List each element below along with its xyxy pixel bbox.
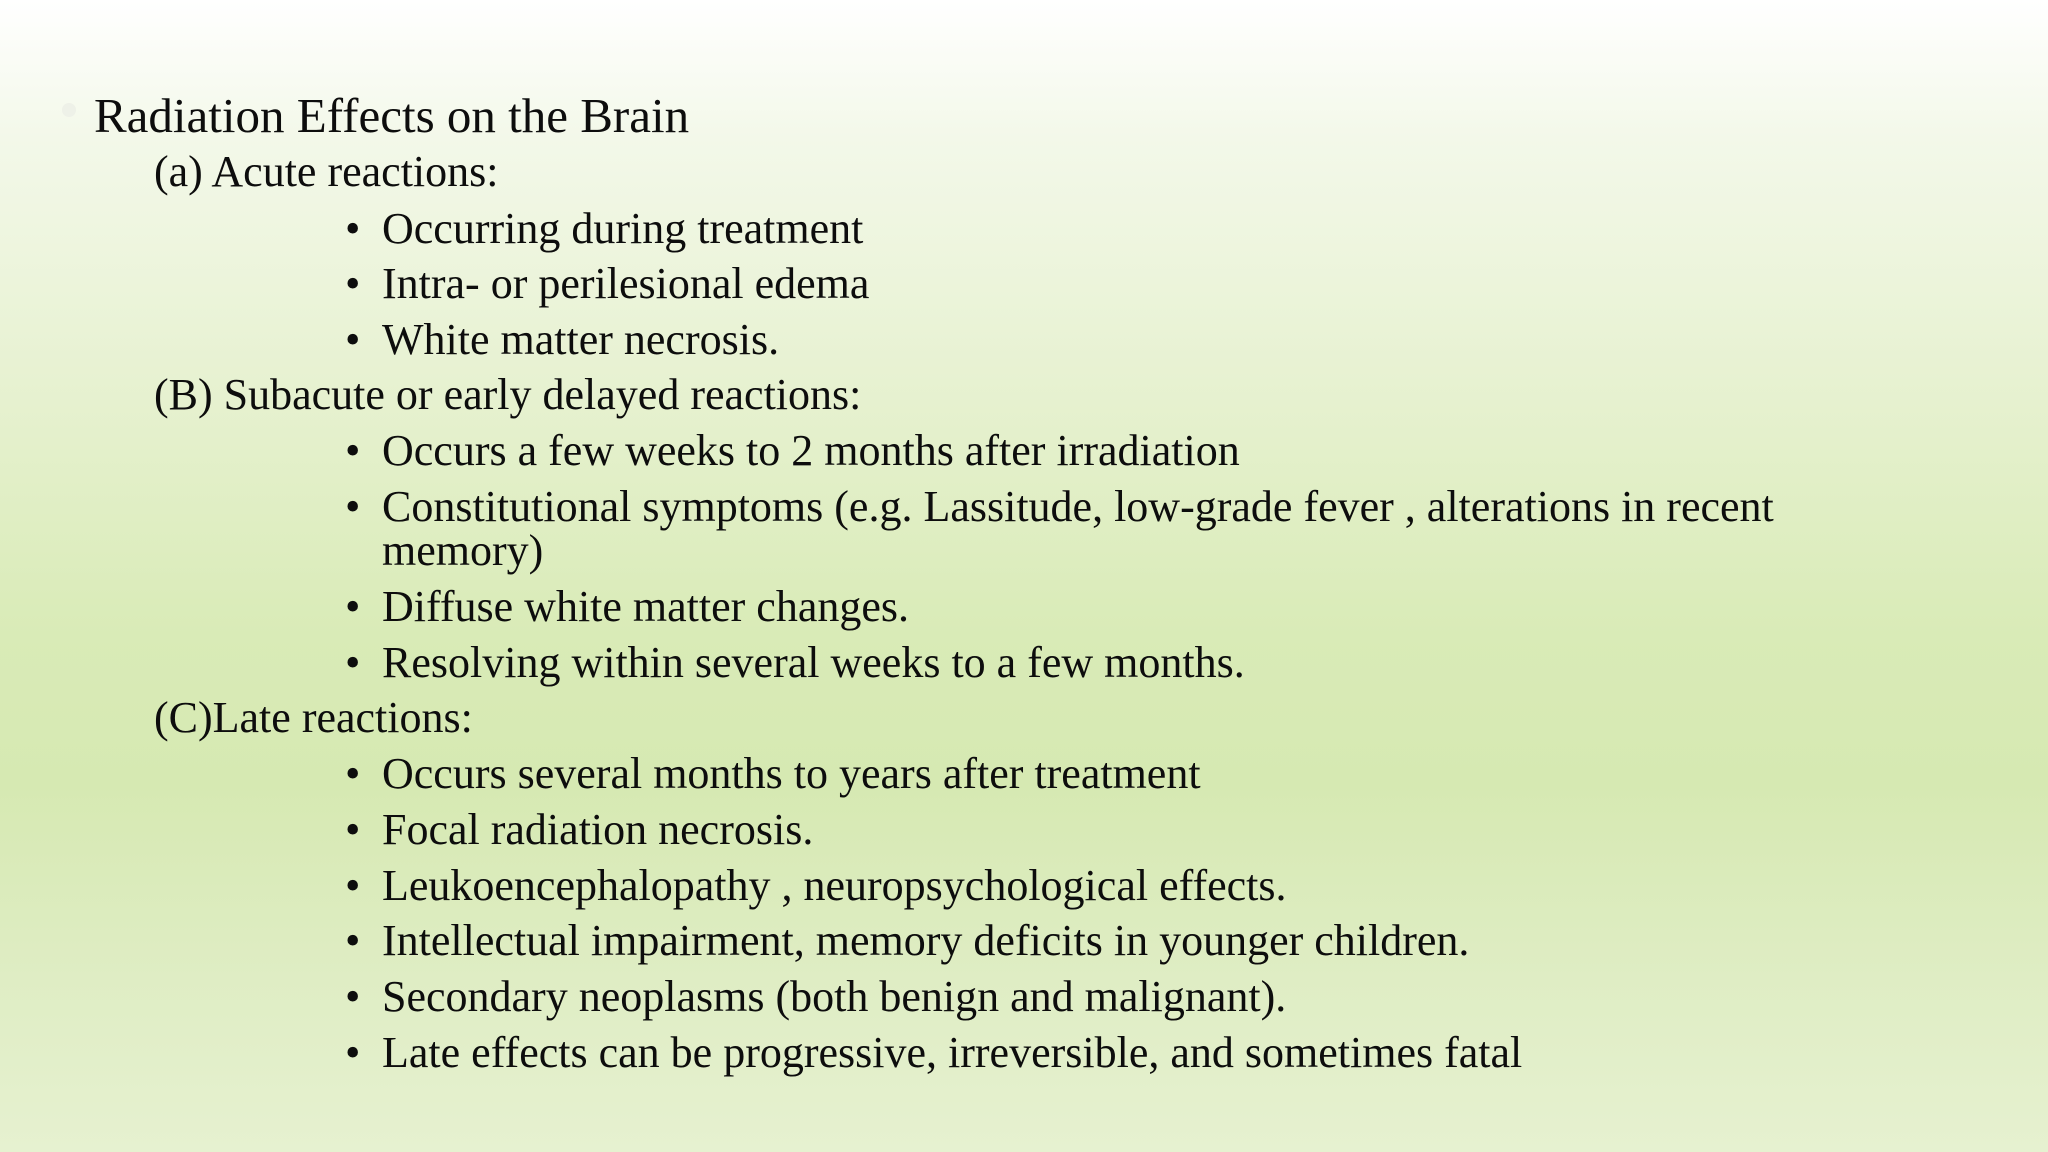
list-item: Leukoencephalopathy , neuropsychological effects. — [382, 861, 1287, 910]
list-item: Diffuse white matter changes. — [382, 582, 910, 631]
bullet-icon: • — [345, 315, 361, 364]
list-item: Constitutional symptoms (e.g. Lassitude, low-grade fever , alterations in recent — [382, 482, 1774, 531]
bullet-icon: • — [345, 972, 361, 1021]
list-item: Intellectual impairment, memory deficits in younger children. — [382, 916, 1470, 965]
list-item: Focal radiation necrosis. — [382, 805, 814, 854]
bullet-icon: • — [345, 916, 361, 965]
list-item: White matter necrosis. — [382, 315, 780, 364]
title-bullet-icon — [62, 103, 76, 117]
bullet-icon: • — [345, 805, 361, 854]
bullet-icon: • — [345, 638, 361, 687]
bullet-icon: • — [345, 582, 361, 631]
list-item: Secondary neoplasms (both benign and malignant). — [382, 972, 1287, 1021]
list-item: Occurring during treatment — [382, 204, 864, 253]
bullet-icon: • — [345, 426, 361, 475]
list-item: Intra- or perilesional edema — [382, 259, 870, 308]
bullet-icon: • — [345, 482, 361, 531]
list-item: Late effects can be progressive, irreversible, and sometimes fatal — [382, 1028, 1523, 1077]
bullet-icon: • — [345, 1028, 361, 1077]
bullet-icon: • — [345, 861, 361, 910]
section-heading-acute: (a) Acute reactions: — [154, 147, 499, 196]
slide-title: Radiation Effects on the Brain — [94, 88, 690, 143]
section-heading-late: (C)Late reactions: — [154, 693, 473, 742]
bullet-icon: • — [345, 259, 361, 308]
list-item-continuation: memory) — [382, 526, 544, 575]
list-item: Resolving within several weeks to a few months. — [382, 638, 1245, 687]
bullet-icon: • — [345, 749, 361, 798]
list-item: Occurs a few weeks to 2 months after irradiation — [382, 426, 1240, 475]
bullet-icon: • — [345, 204, 361, 253]
list-item: Occurs several months to years after treatment — [382, 749, 1201, 798]
section-heading-subacute: (B) Subacute or early delayed reactions: — [154, 370, 862, 419]
